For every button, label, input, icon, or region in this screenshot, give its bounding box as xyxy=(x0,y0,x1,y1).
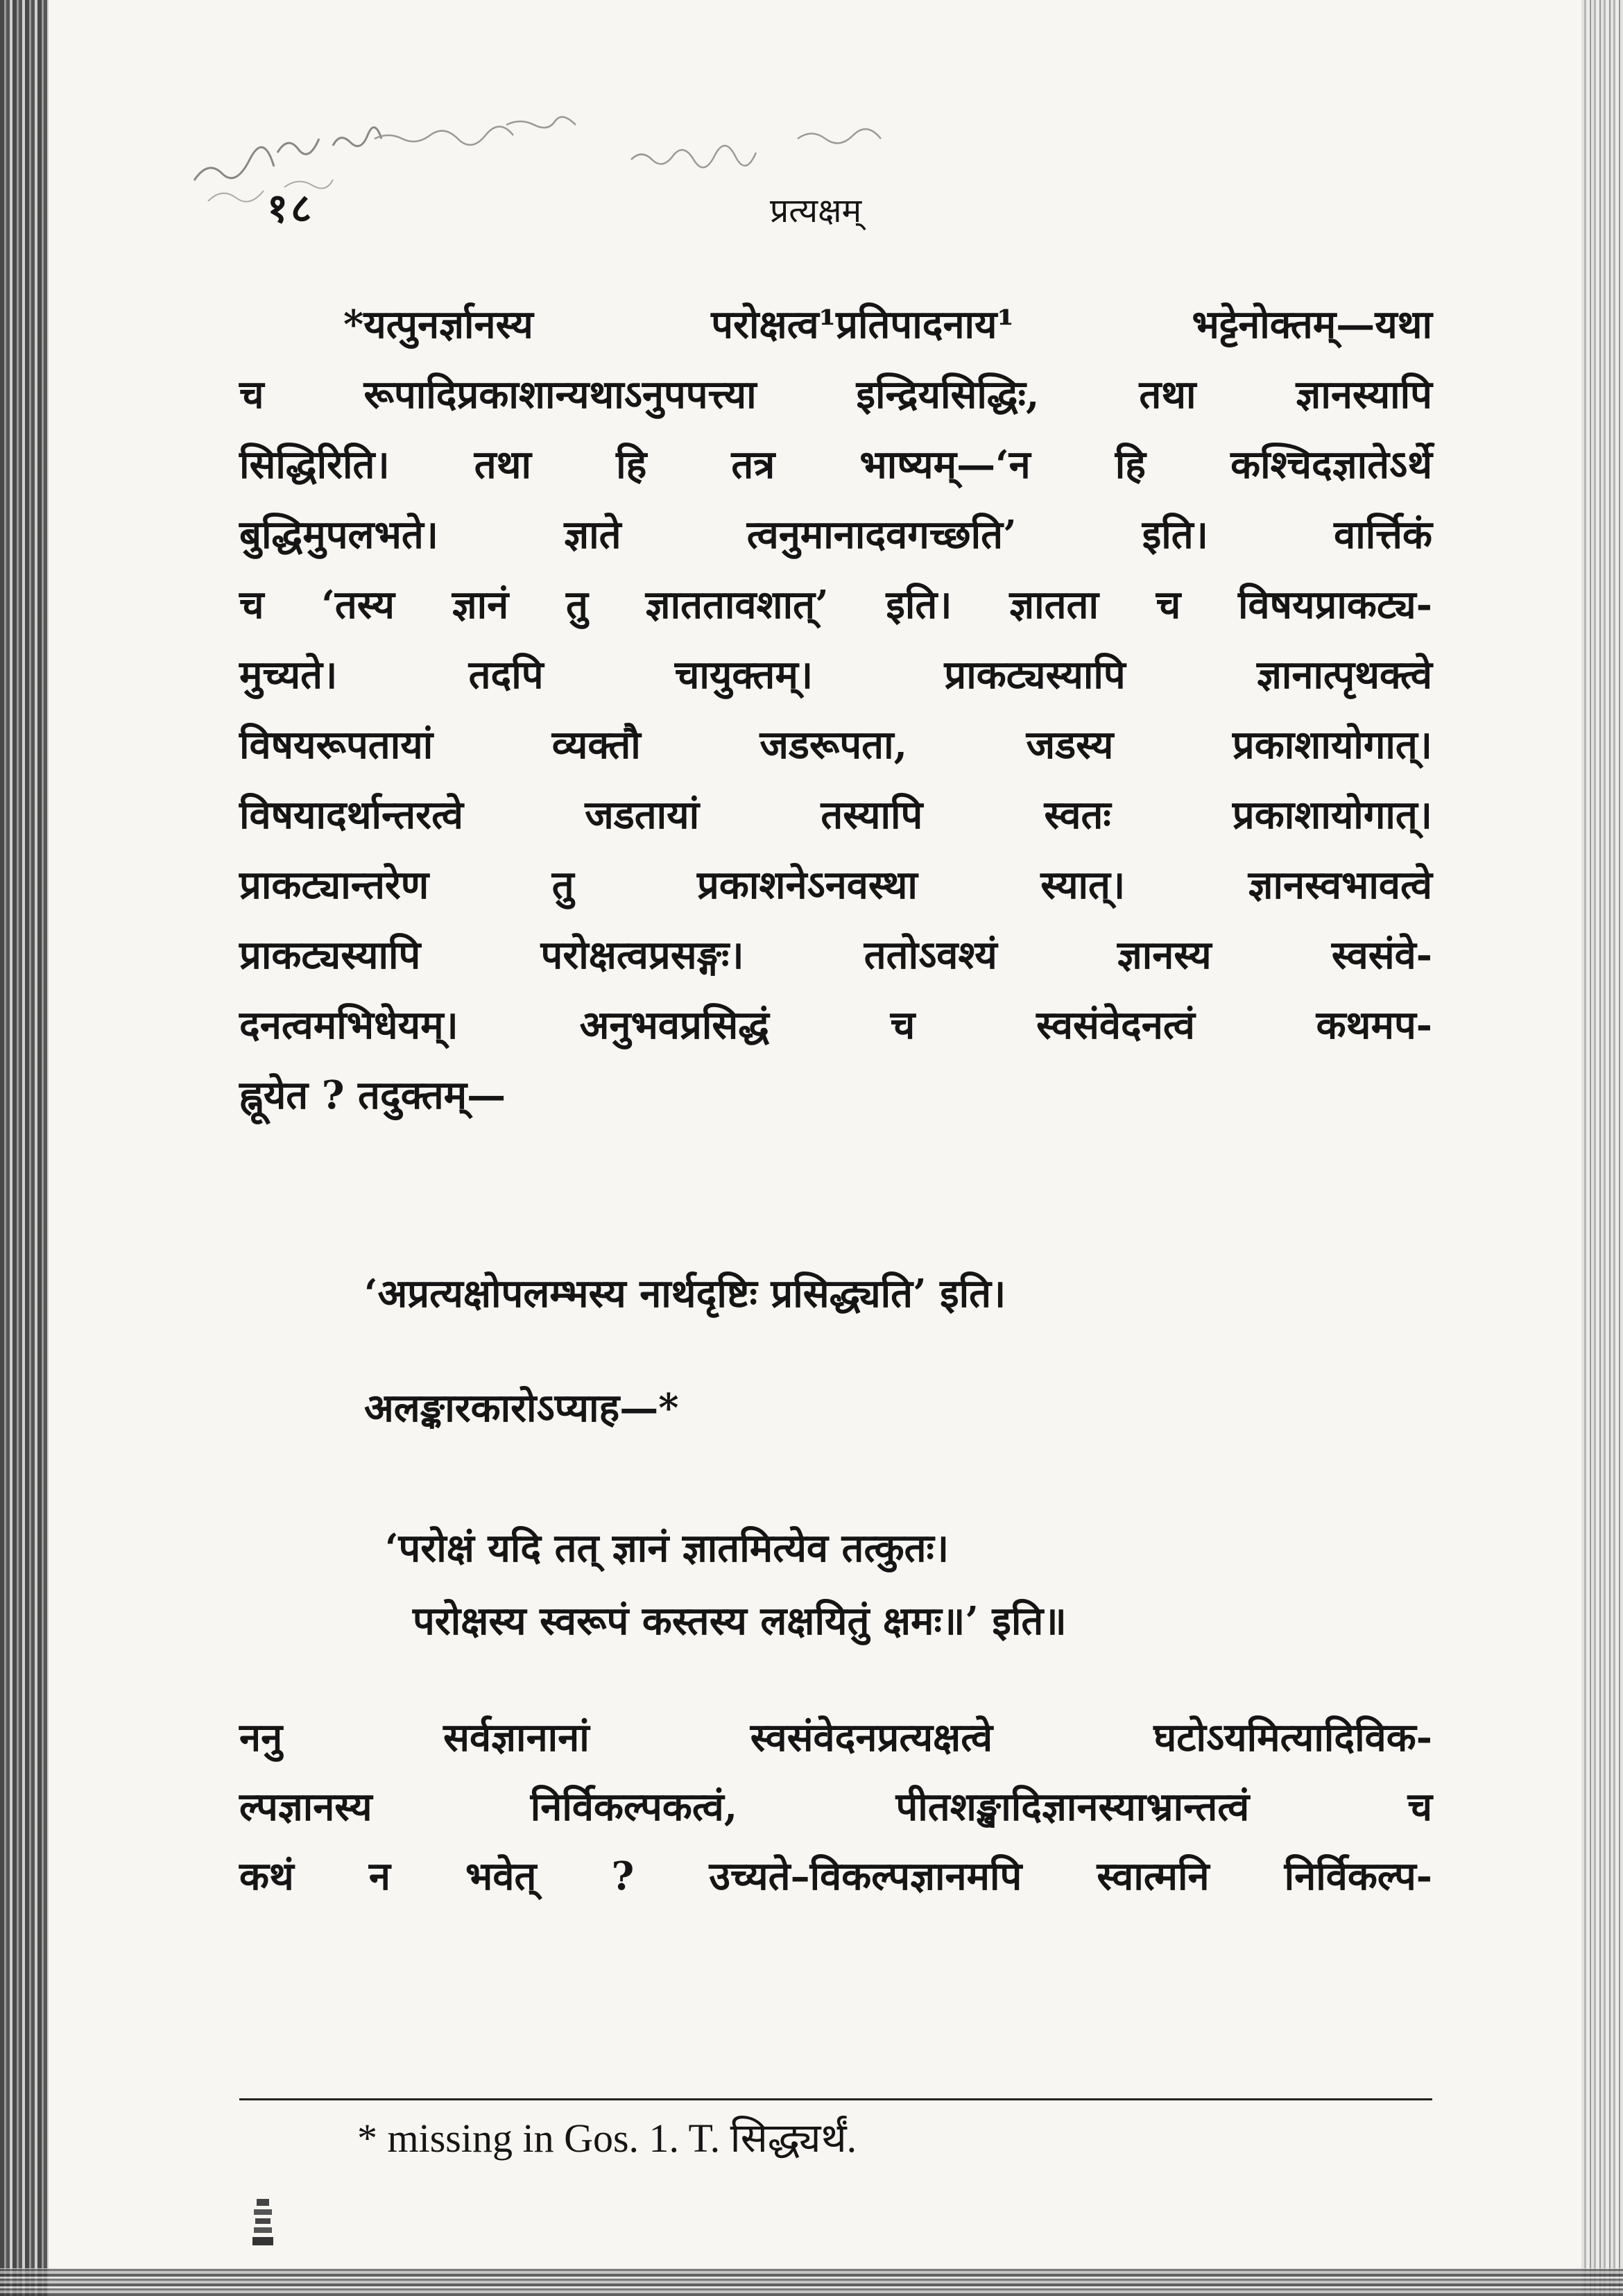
second-paragraph xyxy=(239,1703,1432,1911)
text-line: सिद्धिरिति। तथा हि तत्र भाष्यम्—‘न हि कश्चिदज्ञातेऽर्थे xyxy=(239,442,1432,488)
quotation: ‘अप्रत्यक्षोपलम्भस्य नार्थदृष्टिः प्रसिद्ध्यति’ इति। xyxy=(364,1271,1006,1317)
page-number: १८ xyxy=(267,185,315,232)
text-line: च रूपादिप्रकाशान्यथाऽनुपपत्त्या इन्द्रियसिद्धिः, तथा ज्ञानस्यापि xyxy=(239,372,1432,418)
text-line: प्राकट्यस्यापि परोक्षत्वप्रसङ्गः। ततोऽवश्यं ज्ञानस्य स्वसंवे- xyxy=(239,932,1432,978)
text-line: ह्नूयेत ? तदुक्तम्— xyxy=(239,1072,506,1118)
footnote: * missing in Gos. 1. T. सिद्ध्यर्थं. xyxy=(357,2116,857,2161)
text-line: प्राकट्यान्तरेण तु प्रकाशनेऽनवस्था स्यात्। ज्ञानस्वभावत्वे xyxy=(239,862,1432,908)
binding-shadow-left xyxy=(0,0,49,2296)
binding-shadow-bottom xyxy=(0,2268,1623,2296)
main-paragraph xyxy=(239,290,1432,1131)
verse-line-2: परोक्षस्य स्वरूपं कस्तस्य लक्षयितुं क्षमः॥’ इति॥ xyxy=(413,1598,1067,1644)
text-line: मुच्यते। तदपि चायुक्तम्। प्राकट्यस्यापि ज्ञानात्पृथक्त्वे xyxy=(239,652,1432,698)
verse xyxy=(239,1512,1578,1658)
text-line: बुद्धिमुपलभते। ज्ञाते त्वनुमानादवगच्छति’ इति। वार्त्तिकं xyxy=(239,512,1432,558)
text-line: च ‘तस्य ज्ञानं तु ज्ञाततावशात्’ इति। ज्ञातता च विषयप्राकट्य- xyxy=(239,582,1432,628)
text-line: विषयरूपतायां व्यक्तौ जडरूपता, जडस्य प्रकाशायोगात्। xyxy=(239,722,1432,768)
running-head: प्रत्यक्षम् xyxy=(770,191,862,230)
text-line: ननु सर्वज्ञानानां स्वसंवेदनप्रत्यक्षत्वे घटोऽयमित्यादिविक- xyxy=(239,1715,1432,1760)
footnote-rule xyxy=(239,2098,1432,2100)
alankara-intro: अलङ्कारकारोऽप्याह—* xyxy=(364,1385,679,1431)
printer-mark xyxy=(250,2195,277,2251)
text-line: विषयादर्थान्तरत्वे जडतायां तस्यापि स्वतः प्रकाशायोगात्। xyxy=(239,792,1432,838)
binding-shadow-right xyxy=(1581,0,1623,2296)
text-line: कथं न भवेत् ? उच्यते–विकल्पज्ञानमपि स्वात्मनि निर्विकल्प- xyxy=(239,1853,1432,1899)
text-line: दनत्वमभिधेयम्। अनुभवप्रसिद्धं च स्वसंवेदनत्वं कथमप- xyxy=(239,1002,1432,1048)
text-line: ल्पज्ञानस्य निर्विकल्पकत्वं, पीतशङ्खादिज्ञानस्याभ्रान्तत्वं च xyxy=(239,1784,1432,1830)
text-line: *यत्पुनर्ज्ञानस्य परोक्षत्व¹प्रतिपादनाय¹ भट्टेनोक्तम्—यथा xyxy=(343,302,1432,348)
verse-line-1: ‘परोक्षं यदि तत् ज्ञानं ज्ञातमित्येव तत्कुतः। xyxy=(385,1525,950,1571)
